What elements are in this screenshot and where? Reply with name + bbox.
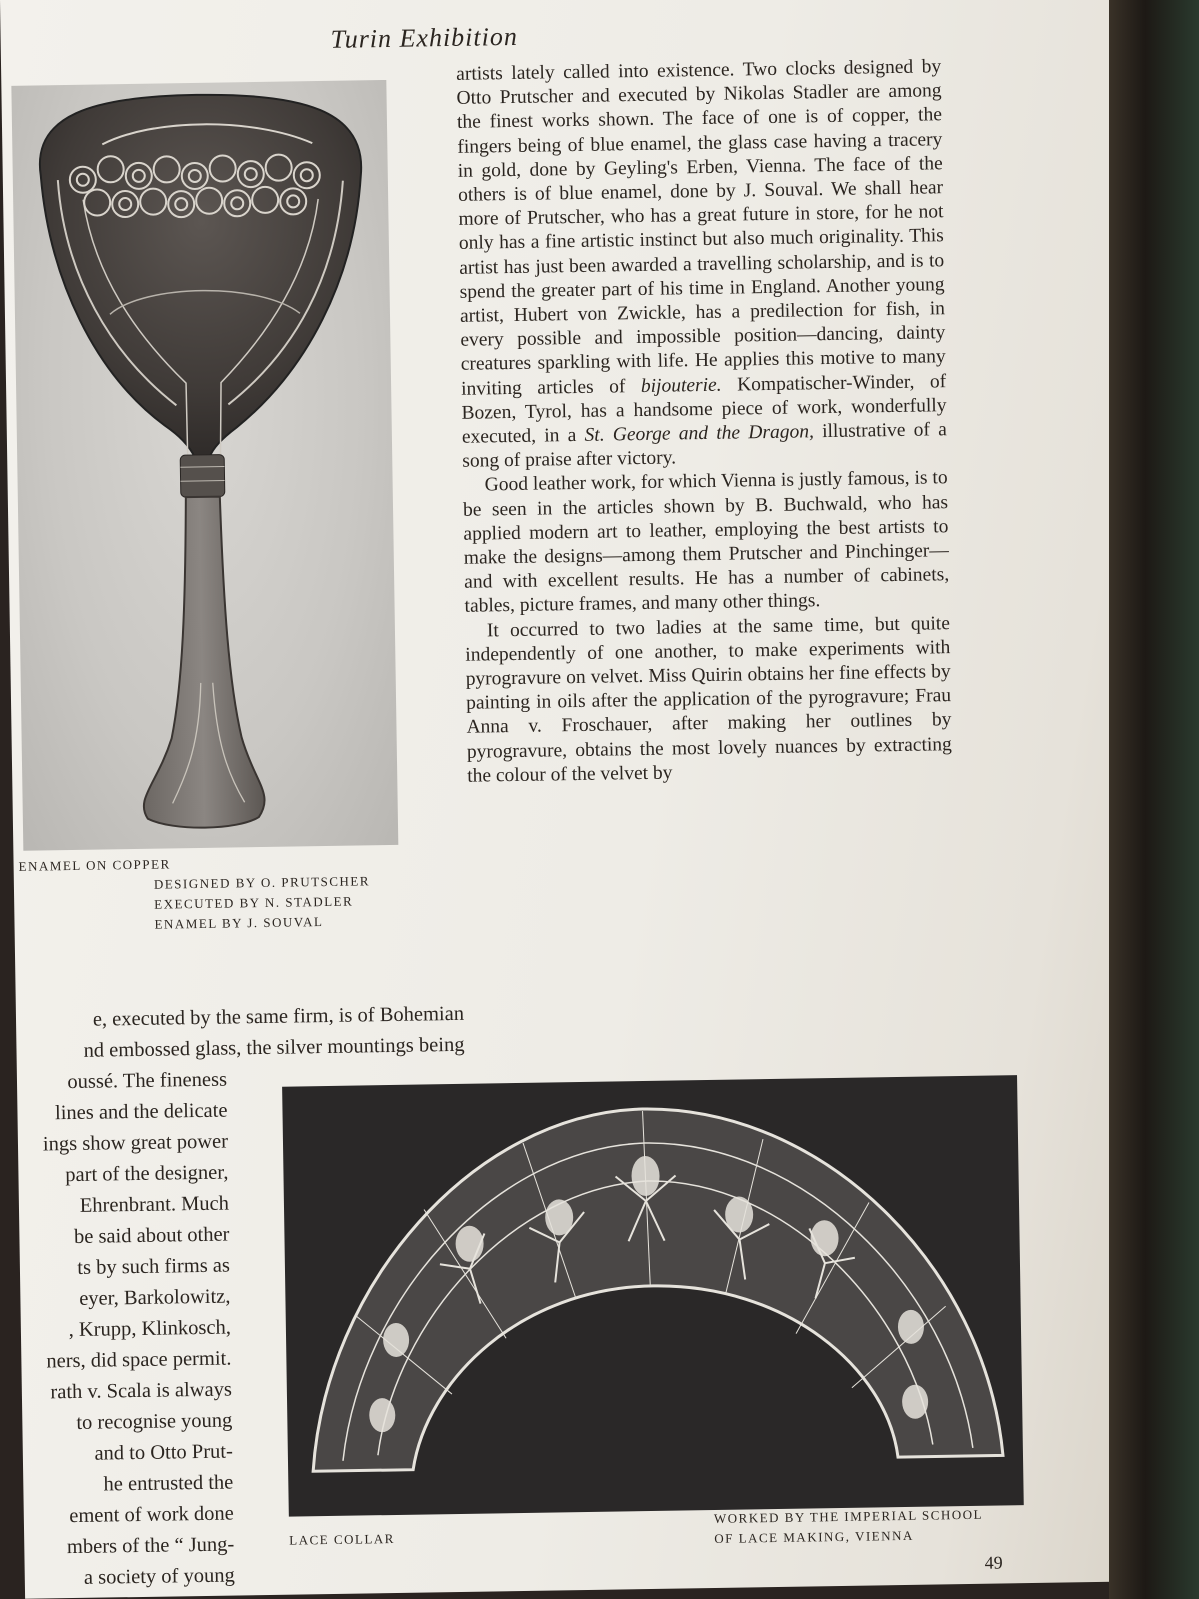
paragraph-2: Good leather work, for which Vienna is justly famous, is to be seen in the articles shown by B. Buchwald, who has applied modern art to leather, employing the best artists to make the designs—among them Prutscher and Pinchinger—and with excellent results. He has a number of cabinets, tables, picture frames, and many other things. — [462, 467, 950, 618]
paragraph-1-text: artists lately called into existence. Two clocks designed by Otto Prutscher and executed by Nikolas Stadler are among the finest works shown. The face of one is of copper, the fingers being of blue enamel, the glass case having a tracery in gold, done by Geyling's Erben, Vienna. The face of the others is of blue enamel, done by J. Souval. We shall hear more of Prutscher, who has a great future in store, for he not only has a fine artistic instinct but also much originality. This artist has just been awarded a travelling scholarship, and is to spend the greater part of his time in England. Another young artist, Hubert von Zwickle, has a predilection for fish, in every possible and impossible position—dancing, dainty creatures sparkling with life. He applies this motive to many inviting articles of — [456, 56, 946, 400]
paragraph-1-text-cont: Kompatischer-Winder, of Bozen, Tyrol, has a handsome piece of work, wonderfully executed, in a — [461, 370, 947, 448]
paragraph-3: It occurred to two ladies at the same time, but quite independently of one another, to make experiments with pyrogravure on velvet. Miss Quirin obtains her fine effects by painting in oils after the application of the pyrogravure; Frau Anna v. Froschauer, after making her outlines by pyrogravure, obtains the most lovely nuances by extracting the colour of the velvet by — [465, 612, 952, 787]
running-title: Turin Exhibition — [330, 21, 519, 54]
left-line: , Krupp, Klinkosch, — [68, 1316, 232, 1342]
left-line: rath v. Scala is always — [50, 1378, 233, 1404]
italic-st-george: St. George and the Dragon, — [584, 421, 815, 446]
lace-caption-right-line-1: WORKED BY THE IMPERIAL SCHOOL — [713, 1506, 984, 1526]
left-line: a society of young — [83, 1564, 235, 1589]
italic-bijouterie: bijouterie. — [640, 374, 722, 397]
lace-collar-photo — [282, 1075, 1024, 1516]
left-line: Ehrenbrant. Much — [79, 1192, 230, 1217]
left-line: to recognise young — [76, 1409, 233, 1434]
enamel-mirror-photo — [11, 80, 398, 851]
article-text-left-column — [17, 1065, 235, 1595]
left-line: lines and the delicate — [54, 1099, 228, 1125]
mirror-caption-line-4: ENAMEL BY J. SOUVAL — [154, 914, 324, 932]
hand-mirror-illustration — [11, 80, 398, 851]
left-line: oussé. The fineness — [67, 1068, 228, 1094]
paragraph-1 — [456, 55, 947, 474]
left-line: ings show great power — [42, 1130, 229, 1156]
left-line: he entrusted the — [103, 1471, 234, 1496]
page-number: 49 — [984, 1552, 1003, 1573]
mirror-caption-line-1: ENAMEL ON COPPER — [18, 856, 171, 874]
lace-caption-right-line-2: OF LACE MAKING, VIENNA — [714, 1527, 914, 1546]
book-edge — [1109, 0, 1199, 1599]
left-line: e, executed by the same firm, is of Bohemian — [92, 1002, 465, 1031]
left-line: and to Otto Prut- — [94, 1440, 234, 1465]
left-line: part of the designer, — [65, 1161, 229, 1187]
left-line: eyer, Barkolowitz, — [79, 1285, 231, 1310]
left-line: ners, did space permit. — [46, 1347, 232, 1373]
left-line: ement of work done — [69, 1502, 234, 1528]
lace-collar-illustration — [282, 1075, 1024, 1516]
article-text-left-column-top — [16, 999, 465, 1068]
left-line: nd embossed glass, the silver mountings being — [83, 1033, 465, 1062]
left-line: mbers of the “ Jung- — [66, 1533, 235, 1559]
left-line: be said about other — [73, 1223, 230, 1248]
lace-caption-left: LACE COLLAR — [289, 1530, 396, 1548]
article-text-right-column — [456, 55, 952, 789]
paragraph-1-text-end: illustrative of a song of praise after victory. — [462, 419, 948, 473]
mirror-caption-line-3: EXECUTED BY N. STADLER — [154, 893, 354, 912]
left-line: ts by such firms as — [77, 1254, 231, 1279]
mirror-caption-line-2: DESIGNED BY O. PRUTSCHER — [153, 873, 371, 892]
